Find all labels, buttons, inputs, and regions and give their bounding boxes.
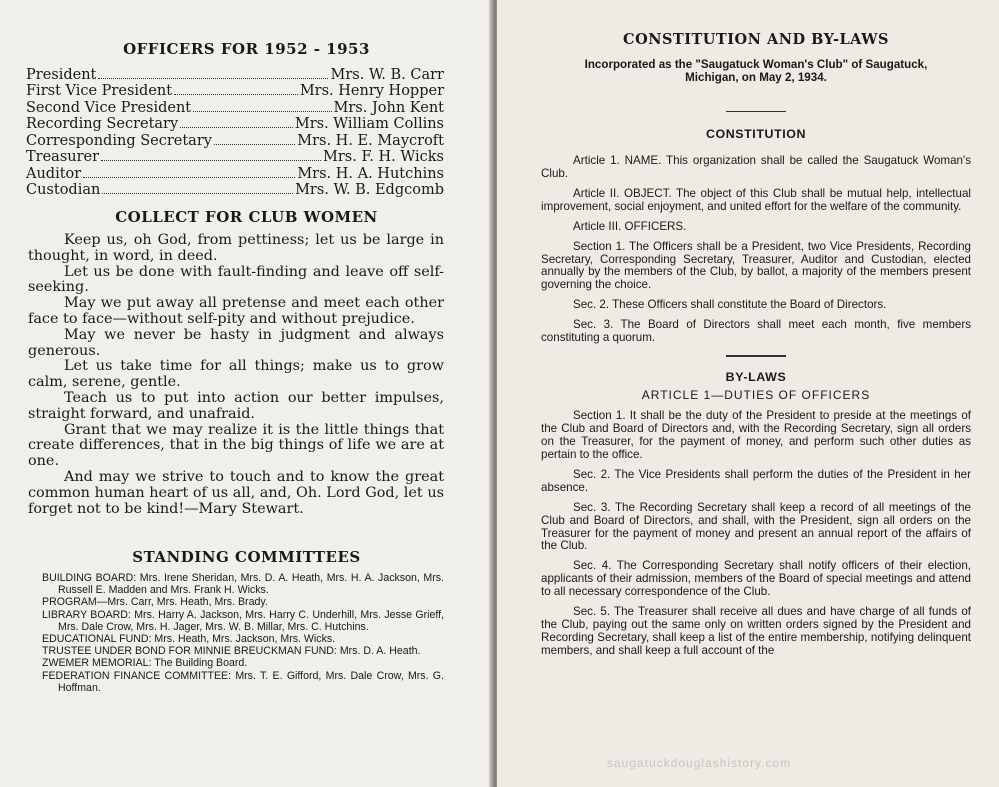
officer-row xyxy=(26,182,444,199)
collect-paragraph: May we put away all pretense and meet each other face to face—without self-pity and without prejudice. xyxy=(28,295,444,327)
officer-row xyxy=(26,149,444,166)
officer-name: Mrs. H. A. Hutchins xyxy=(297,165,444,182)
leader-dots xyxy=(102,193,293,194)
officer-role: Custodian xyxy=(26,182,101,198)
collect-paragraph: Let us be done with fault-finding and leave off self-seeking. xyxy=(28,263,444,296)
article-paragraph: Sec. 3. The Board of Directors shall meet each month, five members constituting a quorum. xyxy=(541,318,971,345)
officer-name: Mrs. F. H. Wicks xyxy=(323,149,444,165)
article-paragraph: Article 1. NAME. This organization shall be called the Saugatuck Woman's Club. xyxy=(541,154,971,181)
constitution-heading: CONSTITUTION xyxy=(705,127,807,142)
officer-role: Corresponding Secretary xyxy=(26,132,212,149)
site-watermark: saugatuckdouglashistory.com xyxy=(607,756,792,770)
committee-entry: BUILDING BOARD: Mrs. Irene Sheridan, Mrs. D. A. Heath, Mrs. H. A. Jackson, Mrs. Russell E. Madden and Mrs. Frank H. Wicks. xyxy=(42,572,444,597)
committee-entry: TRUSTEE UNDER BOND FOR MINNIE BREUCKMAN FUND: Mrs. D. A. Heath. xyxy=(42,645,421,658)
incorporation-note: Incorporated as the "Saugatuck Woman's Club" of Saugatuck, Michigan, on May 2, 1934. xyxy=(584,57,928,84)
officer-role: Recording Secretary xyxy=(26,116,179,132)
leader-dots xyxy=(174,94,298,95)
leader-dots xyxy=(214,144,295,145)
committees-title: STANDING COMMITTEES xyxy=(132,548,361,566)
officers-title: OFFICERS FOR 1952 - 1953 xyxy=(123,40,370,58)
bylaws-heading: BY-LAWS xyxy=(725,369,787,384)
officer-row xyxy=(26,99,444,116)
constitution-bylaws-title: CONSTITUTION AND BY-LAWS xyxy=(623,31,889,48)
article-paragraph: Section 1. The Officers shall be a President, two Vice Presidents, Recording Secretary, Corresponding Secretary, Treasurer, Auditor and Custodian, elected annually by the members of the Club, by ballot, a majority of the members present governing the choice. xyxy=(541,239,971,292)
leader-dots xyxy=(83,177,295,178)
left-page xyxy=(0,0,493,787)
officer-role: President xyxy=(26,66,97,83)
collect-paragraph: Keep us, oh God, from pettiness; let us be large in thought, in word, in deed. xyxy=(28,232,444,264)
committee-entry: FEDERATION FINANCE COMMITTEE: Mrs. T. E. Gifford, Mrs. Dale Crow, Mrs. G. Hoffman. xyxy=(42,669,444,694)
officer-name: Mrs. Henry Hopper xyxy=(299,83,444,99)
bylaw-paragraph: Sec. 3. The Recording Secretary shall keep a record of all meetings of the Club and Board of Directors, and shall, with the President, sign all orders on the Treasurer for the payment of money and present an annual report of the affairs of the Club. xyxy=(541,500,971,553)
committee-entry: ZWEMER MEMORIAL: The Building Board. xyxy=(42,657,248,670)
officer-row xyxy=(26,116,444,133)
article-paragraph: Article II. OBJECT. The object of this Club shall be mutual help, intellectual improvement, social enjoyment, and united effort for the welfare of the community. xyxy=(541,186,971,213)
officer-row xyxy=(26,83,444,100)
right-page xyxy=(497,0,999,787)
officer-row xyxy=(26,66,444,83)
collect-paragraph: Let us take time for all things; make us to grow calm, serene, gentle. xyxy=(28,358,444,391)
officer-name: Mrs. William Collins xyxy=(294,116,444,132)
officer-name: Mrs. W. B. Edgcomb xyxy=(295,182,444,198)
constitution-text xyxy=(541,31,971,665)
officer-role: First Vice President xyxy=(26,83,173,99)
leader-dots xyxy=(180,127,293,128)
collect-title: COLLECT FOR CLUB WOMEN xyxy=(115,208,378,226)
committee-entry: LIBRARY BOARD: Mrs. Harry A. Jackson, Mrs. Harry C. Underhill, Mrs. Jesse Grieff, Mrs. Dale Crow, Mrs. H. Jager, Mrs. W. B. Millar, Mrs. C. Hutchins. xyxy=(42,608,444,633)
collect-paragraph: And may we strive to touch and to know the great common human heart of us all, and, Oh. Lord God, let us forget not to be kind!—Mary Stewart. xyxy=(28,468,444,517)
article-paragraph: Sec. 2. These Officers shall constitute the Board of Directors. xyxy=(573,298,887,312)
article-paragraph: Article III. OFFICERS. xyxy=(573,219,687,233)
officer-role: Second Vice President xyxy=(26,99,192,116)
officer-name: Mrs. John Kent xyxy=(333,99,444,116)
article-heading: ARTICLE 1—DUTIES OF OFFICERS xyxy=(641,388,871,403)
officer-role: Treasurer xyxy=(26,149,100,165)
committee-entry: PROGRAM—Mrs. Carr, Mrs. Heath, Mrs. Brady. xyxy=(42,596,268,609)
officer-row xyxy=(26,132,444,149)
officer-role: Auditor xyxy=(26,165,82,182)
committee-entry: EDUCATIONAL FUND: Mrs. Heath, Mrs. Jackson, Mrs. Wicks. xyxy=(42,633,336,646)
bylaw-paragraph: Sec. 5. The Treasurer shall receive all dues and have charge of all funds of the Club, paying out the same only on written orders signed by the President and Recording Secretary, shall keep a list of the entire membership, notifying delinquent members, and shall keep a full account of the xyxy=(541,605,971,657)
bylaw-paragraph: Section 1. It shall be the duty of the President to preside at the meetings of the Club and Board of Directors and, with the Recording Secretary, sign all orders on the Treasurer, for the payment of money, and perform such other duties as pertain to the office. xyxy=(541,409,971,462)
bylaw-paragraph: Sec. 4. The Corresponding Secretary shall notify officers of their election, applicants of their admission, members of the Board of special meetings and attend to all necessary correspondence of the Club. xyxy=(541,559,971,599)
officer-name: Mrs. W. B. Carr xyxy=(330,66,444,83)
collect-paragraph: May we never be hasty in judgment and always generous. xyxy=(28,326,444,359)
collect-paragraph: Grant that we may realize it is the little things that create differences, that in the big things of life we are at one. xyxy=(28,421,444,470)
bylaw-paragraph: Sec. 2. The Vice Presidents shall perform the duties of the President in her absence. xyxy=(541,467,971,494)
divider-rule xyxy=(726,111,786,113)
leader-dots xyxy=(98,78,328,79)
leader-dots xyxy=(101,160,321,161)
leader-dots xyxy=(193,111,331,112)
collect-text xyxy=(28,233,444,517)
collect-paragraph: Teach us to put into action our better impulses, straight forward, and unafraid. xyxy=(28,389,444,422)
divider-rule xyxy=(726,355,786,357)
officers-list xyxy=(26,66,444,198)
officer-name: Mrs. H. E. Maycroft xyxy=(297,132,444,149)
committees-list xyxy=(42,572,444,694)
officer-row xyxy=(26,165,444,182)
